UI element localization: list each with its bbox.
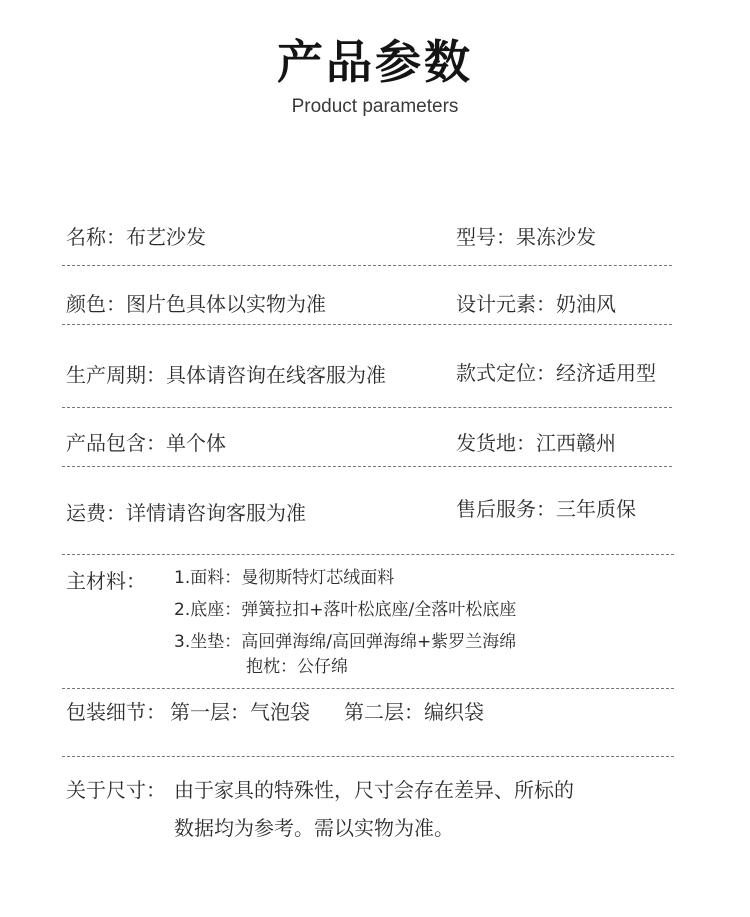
size-note-label: 关于尺寸： [66,778,166,802]
material-item: 1.面料：曼彻斯特灯芯绒面料 [174,568,395,588]
material-pillow: 抱枕：公仔绵 [246,657,348,677]
param-design: 设计元素：奶油风 [456,292,616,316]
divider [62,265,672,266]
param-cycle: 生产周期：具体请咨询在线客服为准 [66,363,386,387]
param-style: 款式定位：经济适用型 [456,361,656,385]
divider [62,756,674,757]
param-origin: 发货地：江西赣州 [456,431,616,455]
divider [62,466,672,467]
size-note-line-1: 由于家具的特殊性，尺寸会存在差异、所标的 [174,778,574,802]
packaging-layer-2: 第二层：编织袋 [344,700,484,724]
material-item: 2.底座：弹簧拉扣+落叶松底座/全落叶松底座 [174,600,517,620]
param-model: 型号：果冻沙发 [456,225,596,249]
material-item: 3.坐垫：高回弹海绵/高回弹海绵+紫罗兰海绵 [174,632,517,652]
param-after-sales: 售后服务：三年质保 [456,497,636,521]
packaging-layer-1: 第一层：气泡袋 [170,700,310,724]
divider [62,407,672,408]
divider [62,324,672,325]
size-note-line-2: 数据均为参考。需以实物为准。 [174,816,454,840]
param-color: 颜色：图片色具体以实物为准 [66,292,326,316]
param-name: 名称：布艺沙发 [66,225,206,249]
page-title: 产品参数 [277,35,473,89]
param-shipping: 运费：详情请咨询客服为准 [66,501,306,525]
divider [62,688,674,689]
materials-label: 主材料： [66,569,146,593]
param-contents: 产品包含：单个体 [66,431,226,455]
page-subtitle: Product parameters [291,96,459,117]
divider [62,554,674,555]
packaging-label: 包装细节： [66,700,166,724]
